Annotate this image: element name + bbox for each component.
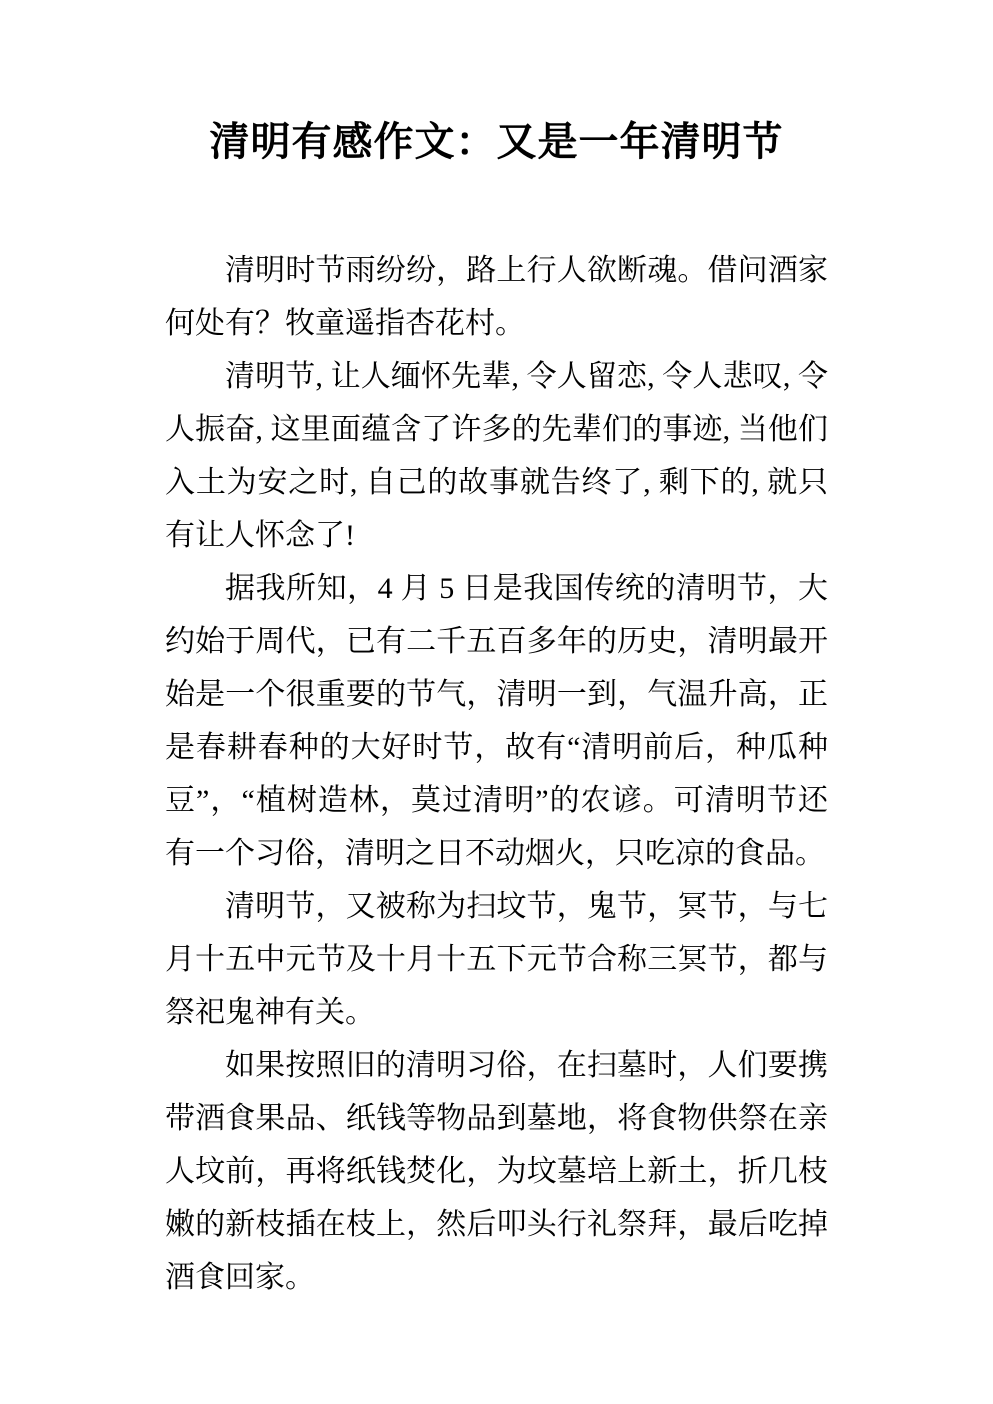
document-title: 清明有感作文：又是一年清明节 bbox=[209, 120, 784, 164]
paragraph-customs: 如果按照旧的清明习俗，在扫墓时，人们要携带酒食果品、纸钱等物品到墓地，将食物供祭在亲人坟前，再将纸钱焚化，为坟墓培上新土，折几枝嫩的新枝插在枝上，然后叩头行礼祭拜，最后吃掉酒食回家。 bbox=[165, 1049, 828, 1294]
paragraph-names: 清明节，又被称为扫坟节，鬼节，冥节，与七月十五中元节及十月十五下元节合称三冥节，都与祭祀鬼神有关。 bbox=[165, 890, 828, 1029]
paragraph-remembrance: 清明节, 让人缅怀先辈, 令人留恋, 令人悲叹, 令人振奋, 这里面蕴含了许多的先辈们的事迹, 当他们入土为安之时, 自己的故事就告终了, 剩下的, 就只有让人怀念了! bbox=[165, 360, 828, 552]
paragraph-poem: 清明时节雨纷纷，路上行人欲断魂。借问酒家何处有？牧童遥指杏花村。 bbox=[165, 254, 828, 340]
paragraph-history: 据我所知，4 月 5 日是我国传统的清明节，大约始于周代，已有二千五百多年的历史，清明最开始是一个很重要的节气，清明一到，气温升高，正是春耕春种的大好时节，故有“清明前后，种瓜种豆”，“植树造林，莫过清明”的农谚。可清明节还有一个习俗，清明之日不动烟火，只吃凉的食品。 bbox=[165, 572, 828, 870]
document-body bbox=[165, 244, 828, 1304]
